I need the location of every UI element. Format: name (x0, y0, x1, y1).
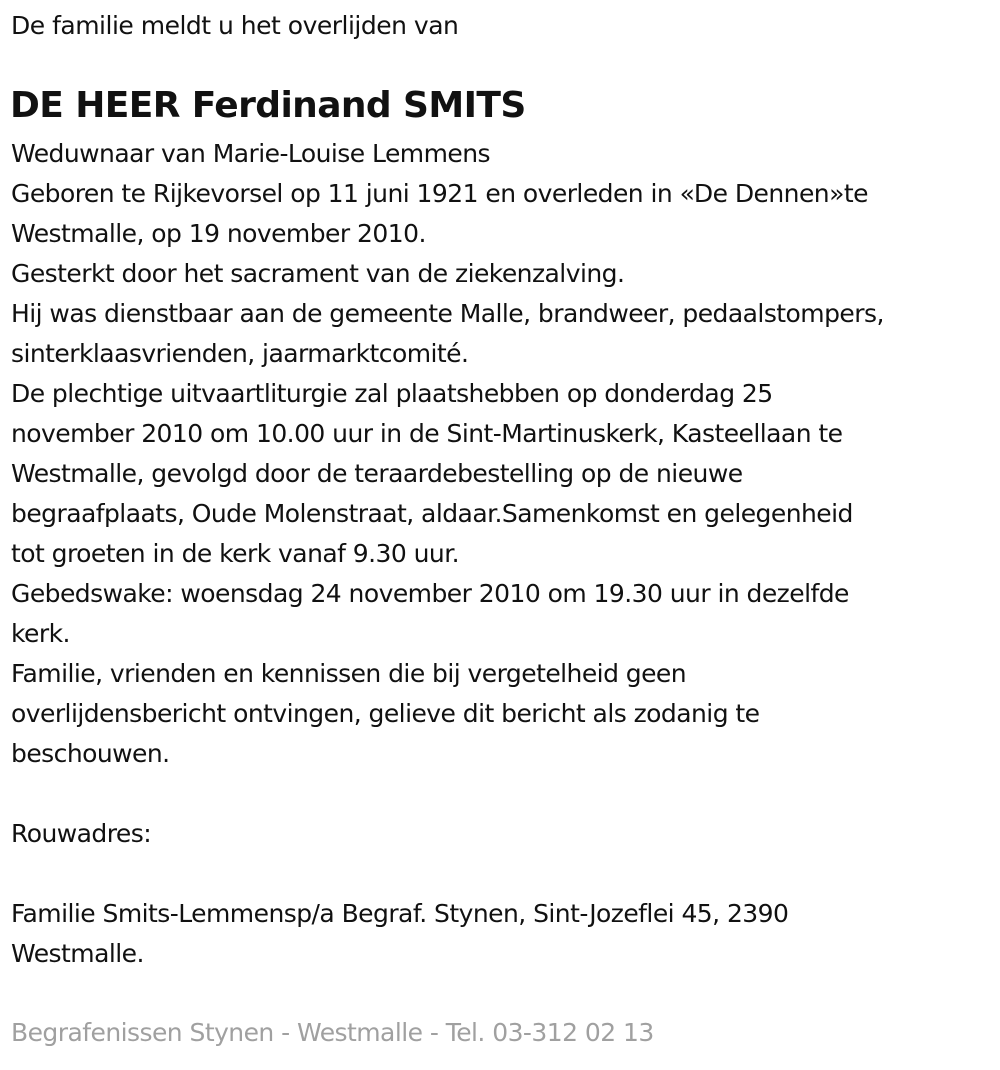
widower-line: Weduwnaar van Marie-Louise Lemmens (11, 139, 490, 168)
spacer (11, 774, 1000, 814)
birth-death-line-2: Westmalle, op 19 november 2010. (11, 219, 426, 248)
funeral-line-3: Westmalle, gevolgd door de teraardebestelling op de nieuwe (11, 459, 743, 488)
funeral-home-footer: Begrafenissen Stynen - Westmalle - Tel. 03-312 02 13 (11, 1018, 654, 1047)
vigil-line-2: kerk. (11, 619, 70, 648)
intro-text: De familie meldt u het overlijden van (11, 11, 459, 40)
funeral-line-4: begraafplaats, Oude Molenstraat, aldaar.Samenkomst en gelegenheid (11, 499, 853, 528)
notice-disclaimer-line-1: Familie, vrienden en kennissen die bij vergetelheid geen (11, 659, 687, 688)
sacrament-line: Gesterkt door het sacrament van de ziekenzalving. (11, 259, 625, 288)
funeral-line-5: tot groeten in de kerk vanaf 9.30 uur. (11, 539, 460, 568)
funeral-line-1: De plechtige uitvaartliturgie zal plaatshebben op donderdag 25 (11, 379, 773, 408)
spacer (11, 854, 1000, 894)
notice-disclaimer-line-3: beschouwen. (11, 739, 170, 768)
mourning-address-label: Rouwadres: (11, 819, 152, 848)
birth-death-line-1: Geboren te Rijkevorsel op 11 juni 1921 en overleden in «De Dennen»te (11, 179, 868, 208)
service-line-2: sinterklaasvrienden, jaarmarktcomité. (11, 339, 469, 368)
mourning-address-line-1: Familie Smits-Lemmensp/a Begraf. Stynen, Sint-Jozeflei 45, 2390 (11, 899, 789, 928)
notice-body (11, 134, 1000, 974)
service-line-1: Hij was dienstbaar aan de gemeente Malle, brandweer, pedaalstompers, (11, 299, 884, 328)
deceased-name-heading: DE HEER Ferdinand SMITS (10, 85, 526, 126)
mourning-address-line-2: Westmalle. (11, 939, 144, 968)
funeral-line-2: november 2010 om 10.00 uur in de Sint-Martinuskerk, Kasteellaan te (11, 419, 843, 448)
notice-disclaimer-line-2: overlijdensbericht ontvingen, gelieve dit bericht als zodanig te (11, 699, 760, 728)
vigil-line-1: Gebedswake: woensdag 24 november 2010 om 19.30 uur in dezelfde (11, 579, 849, 608)
